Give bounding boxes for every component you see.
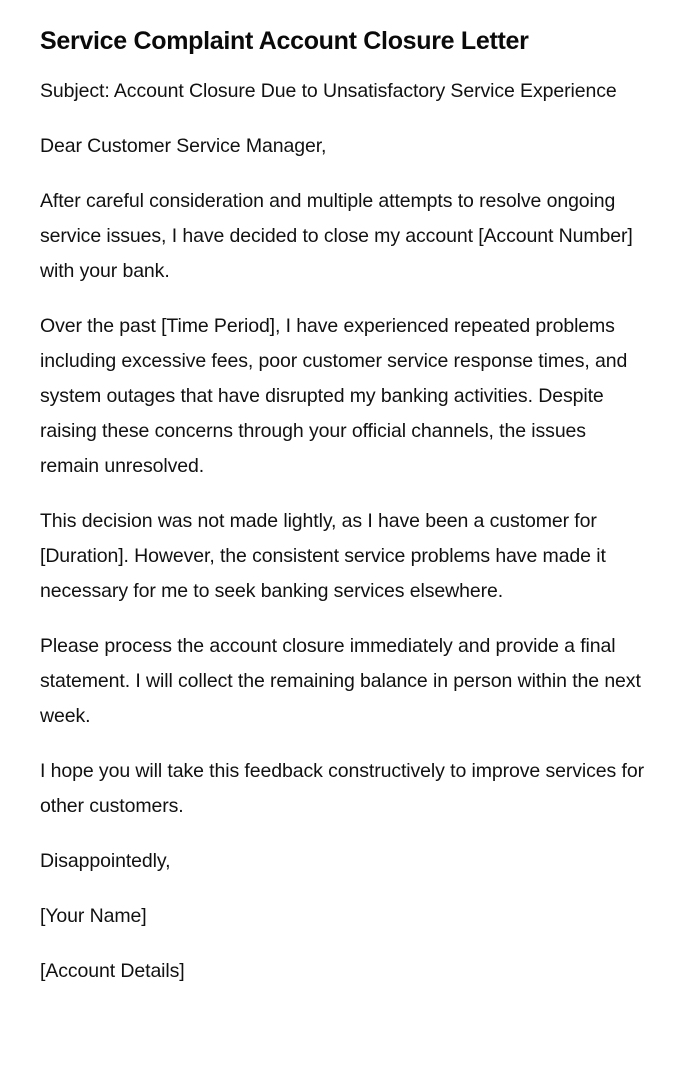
signature-details: [Account Details] <box>40 960 185 982</box>
letter-subject: Subject: Account Closure Due to Unsatisfactory Service Experience <box>40 80 617 102</box>
letter-paragraph: Please process the account closure immediately and provide a final statement. I will collect the remaining balance in person within the next week. <box>40 635 641 727</box>
letter-paragraph: This decision was not made lightly, as I have been a customer for [Duration]. However, the consistent service problems have made it necessary for me to seek banking services elsewhere. <box>40 510 606 602</box>
letter-title: Service Complaint Account Closure Letter <box>40 27 529 55</box>
letter-paragraph: After careful consideration and multiple attempts to resolve ongoing service issues, I have decided to close my account [Account Number] with your bank. <box>40 190 633 282</box>
letter-paragraph: Over the past [Time Period], I have experienced repeated problems including excessive fees, poor customer service response times, and system outages that have disrupted my banking activities. Despite raising these concerns through your official channels, the issues remain unresolved. <box>40 315 628 477</box>
letter-salutation: Dear Customer Service Manager, <box>40 135 327 157</box>
letter-closing: Disappointedly, <box>40 850 171 872</box>
signature-name: [Your Name] <box>40 905 147 927</box>
letter-paragraph: I hope you will take this feedback constructively to improve services for other customers. <box>40 760 644 817</box>
